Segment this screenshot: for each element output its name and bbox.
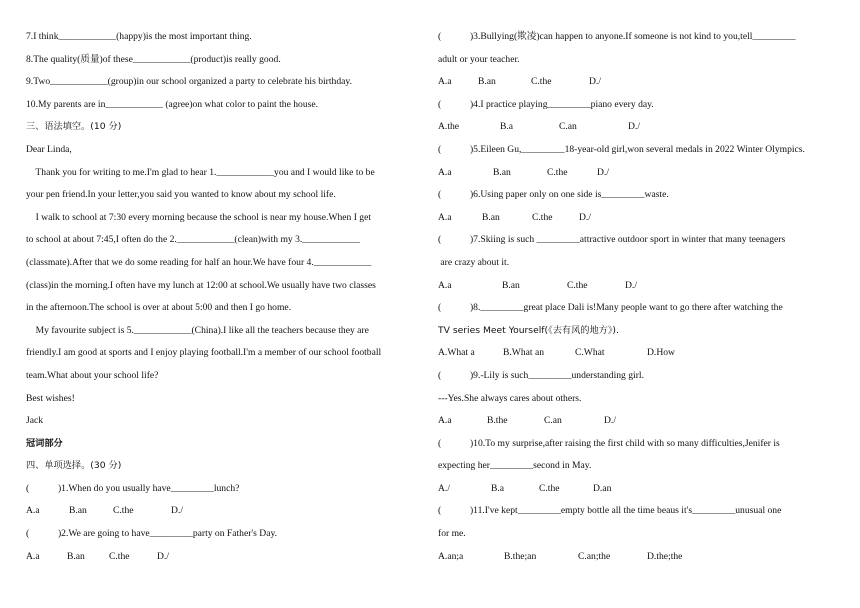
option-d[interactable]: D.How <box>647 347 675 359</box>
mc-options-3 <box>438 71 838 94</box>
mc-options-4 <box>438 116 838 139</box>
option-b[interactable]: B.the <box>487 415 508 427</box>
mc-options-8 <box>438 342 838 365</box>
mc-question-10-cont: expecting her_________second in May. <box>438 460 592 472</box>
mc-question-3: ( )3.Bullying(欺凌)can happen to anyone.If someone is not kind to you,tell_________ <box>438 31 796 42</box>
mc-options-10 <box>438 478 838 501</box>
option-c[interactable]: C.the <box>547 166 568 178</box>
option-a[interactable]: A.a <box>438 279 452 291</box>
question-9: 9.Two____________(group)in our school organized a party to celebrate his birthday. <box>26 76 352 88</box>
letter-line: team.What about your school life? <box>26 369 159 381</box>
letter-greeting: Dear Linda, <box>26 143 72 155</box>
option-d[interactable]: D./ <box>579 211 591 223</box>
letter-line: friendly.I am good at sports and I enjoy playing football.I'm a member of our school football <box>26 347 382 359</box>
mc-question-5: ( )5.Eileen Gu,_________18-year-old girl,won several medals in 2022 Winter Olympics. <box>438 143 805 155</box>
letter-line: (classmate).After that we do some reading for half an hour.We have four 4.____________ <box>26 256 372 268</box>
option-d[interactable]: D./ <box>625 279 637 291</box>
option-a[interactable]: A.What a <box>438 347 475 359</box>
letter-line: Thank you for writing to me.I'm glad to hear 1.____________you and I would like to be <box>26 166 375 178</box>
option-c[interactable]: C.the <box>539 482 560 494</box>
question-10: 10.My parents are in____________ (agree)on what color to paint the house. <box>26 98 319 110</box>
option-d[interactable]: D.the;the <box>647 550 683 562</box>
option-a[interactable]: A.a <box>26 550 40 562</box>
mc-options-9 <box>438 410 838 433</box>
option-a[interactable]: A.the <box>438 121 460 133</box>
mc-question-11: ( )11.I've kept_________empty bottle all the time beaus it's_________unusual one <box>438 505 782 517</box>
mc-question-3-cont: adult or your teacher. <box>438 53 520 65</box>
letter-line: your pen friend.In your letter,you said you wanted to know about my school life. <box>26 189 336 201</box>
option-c[interactable]: C.the <box>113 505 134 517</box>
mc-question-7-cont: are crazy about it. <box>438 256 510 268</box>
option-b[interactable]: B.an <box>478 76 496 88</box>
mc-question-8: ( )8._________great place Dali is!Many people want to go there after watching the <box>438 302 783 314</box>
option-d[interactable]: D./ <box>589 76 601 88</box>
mc-options-7 <box>438 275 838 298</box>
option-d[interactable]: D./ <box>171 505 183 517</box>
option-c[interactable]: C.the <box>109 550 130 562</box>
mc-question-6: ( )6.Using paper only on one side is_________waste. <box>438 189 669 201</box>
section-heading-grammar: 三、语法填空。(10 分) <box>26 121 122 133</box>
mc-question-9: ( )9.-Lily is such_________understanding girl. <box>438 369 644 381</box>
mc-question-10: ( )10.To my surprise,after raising the first child with so many difficulties,Jenifer is <box>438 437 780 449</box>
right-column <box>438 26 838 568</box>
mc-options-2 <box>26 546 416 569</box>
letter-signature: Jack <box>26 415 44 427</box>
option-a[interactable]: A.a <box>438 166 452 178</box>
mc-question-9-cont: ---Yes.She always cares about others. <box>438 392 582 404</box>
option-b[interactable]: B.What an <box>503 347 545 359</box>
option-a[interactable]: A.a <box>438 76 452 88</box>
mc-question-8-cont: TV series Meet Yourself(《去有风的地方》). <box>438 324 619 336</box>
section-heading-choice: 四、单项选择。(30 分) <box>26 460 122 472</box>
mc-question-11-cont: for me. <box>438 528 466 540</box>
option-d[interactable]: D.an <box>593 482 612 494</box>
option-c[interactable]: C.the <box>567 279 588 291</box>
option-c[interactable]: C.an <box>559 121 577 133</box>
option-b[interactable]: B.an <box>67 550 85 562</box>
mc-options-1 <box>26 500 416 523</box>
option-b[interactable]: B.the;an <box>504 550 537 562</box>
question-7: 7.I think____________(happy)is the most important thing. <box>26 31 252 42</box>
option-a[interactable]: A.an;a <box>438 550 464 562</box>
mc-question-1: ( )1.When do you usually have_________lunch? <box>26 482 240 494</box>
option-d[interactable]: D./ <box>157 550 169 562</box>
option-d[interactable]: D./ <box>597 166 609 178</box>
option-a[interactable]: A.a <box>438 415 452 427</box>
mc-question-7: ( )7.Skiing is such _________attractive outdoor sport in winter that many teenagers <box>438 234 786 246</box>
letter-line: I walk to school at 7:30 every morning because the school is near my house.When I get <box>26 211 372 223</box>
option-c[interactable]: C.the <box>532 211 553 223</box>
option-c[interactable]: C.the <box>531 76 552 88</box>
option-a[interactable]: A.a <box>26 505 40 517</box>
option-b[interactable]: B.an <box>482 211 500 223</box>
option-b[interactable]: B.an <box>502 279 520 291</box>
option-b[interactable]: B.a <box>500 121 514 133</box>
section-heading-articles: 冠词部分 <box>26 437 63 449</box>
option-d[interactable]: D./ <box>628 121 640 133</box>
letter-line: to school at about 7:45,I often do the 2.____________(clean)with my 3.____________ <box>26 234 360 246</box>
mc-question-2: ( )2.We are going to have_________party on Father's Day. <box>26 528 278 540</box>
mc-options-6 <box>438 207 838 230</box>
letter-line: in the afternoon.The school is over at about 5:00 and then I go home. <box>26 302 292 314</box>
option-b[interactable]: B.an <box>493 166 511 178</box>
option-b[interactable]: B.an <box>69 505 87 517</box>
option-c[interactable]: C.What <box>575 347 605 359</box>
letter-line: My favourite subject is 5.____________(China).I like all the teachers because they are <box>26 324 369 336</box>
letter-closing: Best wishes! <box>26 392 75 404</box>
option-d[interactable]: D./ <box>604 415 616 427</box>
option-a[interactable]: A.a <box>438 211 452 223</box>
option-c[interactable]: C.an;the <box>578 550 611 562</box>
option-b[interactable]: B.a <box>491 482 505 494</box>
mc-options-11 <box>438 546 838 569</box>
mc-question-4: ( )4.I practice playing_________piano every day. <box>438 98 654 110</box>
mc-options-5 <box>438 162 838 185</box>
left-column <box>26 26 416 568</box>
option-c[interactable]: C.an <box>544 415 562 427</box>
option-a[interactable]: A./ <box>438 482 450 494</box>
letter-line: (class)in the morning.I often have my lunch at 12:00 at school.We usually have two classes <box>26 279 376 291</box>
question-8: 8.The quality(质量)of these____________(product)is really good. <box>26 53 281 65</box>
